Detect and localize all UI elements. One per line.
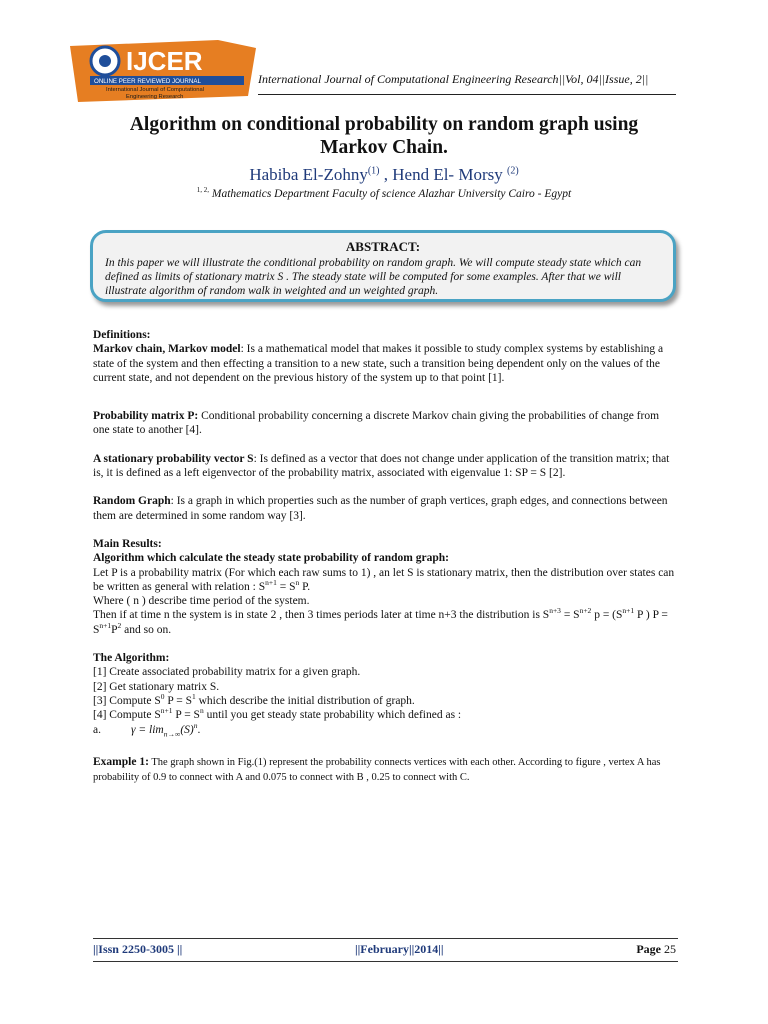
abstract-heading: ABSTRACT: bbox=[345, 239, 421, 254]
markov-text: : Is a mathematical model that makes it possible to study complex systems by establishing a state of the system and then effecting a transition to a new state, such a transition being dependent only on the values of the current state, and not dependent on the previous history of the system up to that point [1]. bbox=[93, 343, 664, 384]
example-text: The graph shown in Fig.(1) represent the probability connects vertices with each other. According to figure , vertex A has probability of 0.9 to connect with A and 0.075 to connect with B , 0.25 to connect with C. bbox=[93, 757, 661, 784]
journal-header: International Journal of Computational Engineering Research||Vol, 04||Issue, 2|| bbox=[258, 72, 649, 86]
probability-matrix-definition bbox=[93, 409, 678, 438]
algorithm-step-3: [3] Compute $S^0$ $P = S^1$ which describe the initial distribution of graph. bbox=[93, 692, 415, 707]
rg-text: : Is a graph in which properties such as the number of graph vertices, graph edges, and connections between them are determined in some random way [3]. bbox=[93, 495, 668, 522]
footer-date: ||February||2014|| bbox=[355, 942, 444, 956]
algorithm-step-1: [1] Create associated probability matrix for a given graph. bbox=[93, 666, 361, 679]
markov-definition bbox=[93, 342, 678, 385]
example-1 bbox=[93, 755, 678, 786]
paper-title bbox=[80, 113, 688, 159]
author-1-sup: (1) bbox=[367, 165, 380, 177]
author-2-sup: (2) bbox=[506, 165, 519, 177]
author-1: Habiba El-Zohny bbox=[249, 165, 368, 184]
abstract-box bbox=[90, 230, 676, 302]
title-line-2: Markov Chain. bbox=[320, 137, 448, 158]
algorithm-formula: a. $\gamma = \lim_{n\to\infty}(S)^n$. bbox=[93, 720, 201, 738]
journal-logo bbox=[68, 38, 258, 104]
logo-subtitle-2: Engineering Research bbox=[126, 94, 184, 100]
abstract-text: In this paper we will illustrate the conditional probability on random graph. We will compute steady state which can defined as limits of stationary matrix S . The steady state will be computed for some examples. After that we will illustrate algorithm of random walk in weighted and un weighted graph. bbox=[105, 257, 642, 297]
prob-term: Probability matrix P: bbox=[93, 410, 199, 423]
affiliation bbox=[80, 186, 688, 200]
main-paragraph-2: Where ( n ) describe time period of the system. bbox=[93, 595, 310, 608]
page-label: Page bbox=[636, 942, 661, 956]
footer-issn: ||Issn 2250-3005 || bbox=[93, 942, 183, 956]
body-text bbox=[93, 328, 678, 786]
random-graph-definition bbox=[93, 494, 678, 523]
affiliation-text: Mathematics Department Faculty of science Alazhar University Cairo - Egypt bbox=[211, 187, 572, 200]
logo-subtitle-1: International Journal of Computational bbox=[106, 87, 204, 93]
main-paragraph-1: Let P is a probability matrix (For which each raw sums to 1) , an let S is stationary matrix, then the distribution over states can be written as general with relation : $S^{n+1} = S^n$ P. bbox=[93, 566, 675, 593]
stat-term: A stationary probability vector S bbox=[93, 452, 254, 465]
authors bbox=[80, 165, 688, 185]
main-paragraph-3: Then if at time n the system is in state 2 , then 3 times periods later at time n+3 the distribution is $S^{n+3} = S^{n+2}$ $p = (S^{n+1}$ P ) $P = S^{n+1}P^2$ and so on. bbox=[93, 606, 668, 636]
logo-tagline: ONLINE PEER REVIEWED JOURNAL bbox=[94, 78, 201, 85]
title-line-1: Algorithm on conditional probability on random graph using bbox=[129, 114, 639, 135]
main-results-heading: Main Results: bbox=[93, 537, 162, 550]
page-footer bbox=[93, 938, 678, 962]
example-term: Example 1: bbox=[93, 756, 149, 769]
author-separator: , bbox=[379, 165, 393, 184]
page-number: 25 bbox=[664, 942, 676, 956]
affiliation-sup: 1, 2, bbox=[196, 186, 210, 194]
algorithm-step-2: [2] Get stationary matrix S. bbox=[93, 680, 220, 693]
algorithm-subheading: Algorithm which calculate the steady state probability of random graph: bbox=[93, 552, 449, 565]
algorithm-heading: The Algorithm: bbox=[93, 652, 170, 665]
header-rule bbox=[258, 94, 676, 95]
stat-text: : Is defined as a vector that does not change under application of the transition matrix; that is, it is defined as a left eigenvector of the probability matrix, associated with eigenvalue 1: SP = S [2]. bbox=[93, 452, 670, 480]
footer-page bbox=[636, 942, 676, 957]
logo-name: IJCER bbox=[126, 46, 203, 76]
rg-term: Random Graph bbox=[93, 495, 171, 508]
stationary-vector-definition bbox=[93, 452, 678, 481]
definitions-heading: Definitions: bbox=[93, 329, 151, 341]
prob-text: Conditional probability concerning a discrete Markov chain giving the probabilities of change from one state to another [4]. bbox=[93, 410, 660, 437]
algorithm-step-4: [4] Compute $S^{n+1}$ $P = S^n$ until you get steady state probability which defined as : bbox=[93, 706, 462, 722]
author-2: Hend El- Morsy bbox=[392, 165, 503, 184]
markov-term: Markov chain, Markov model bbox=[93, 343, 241, 356]
